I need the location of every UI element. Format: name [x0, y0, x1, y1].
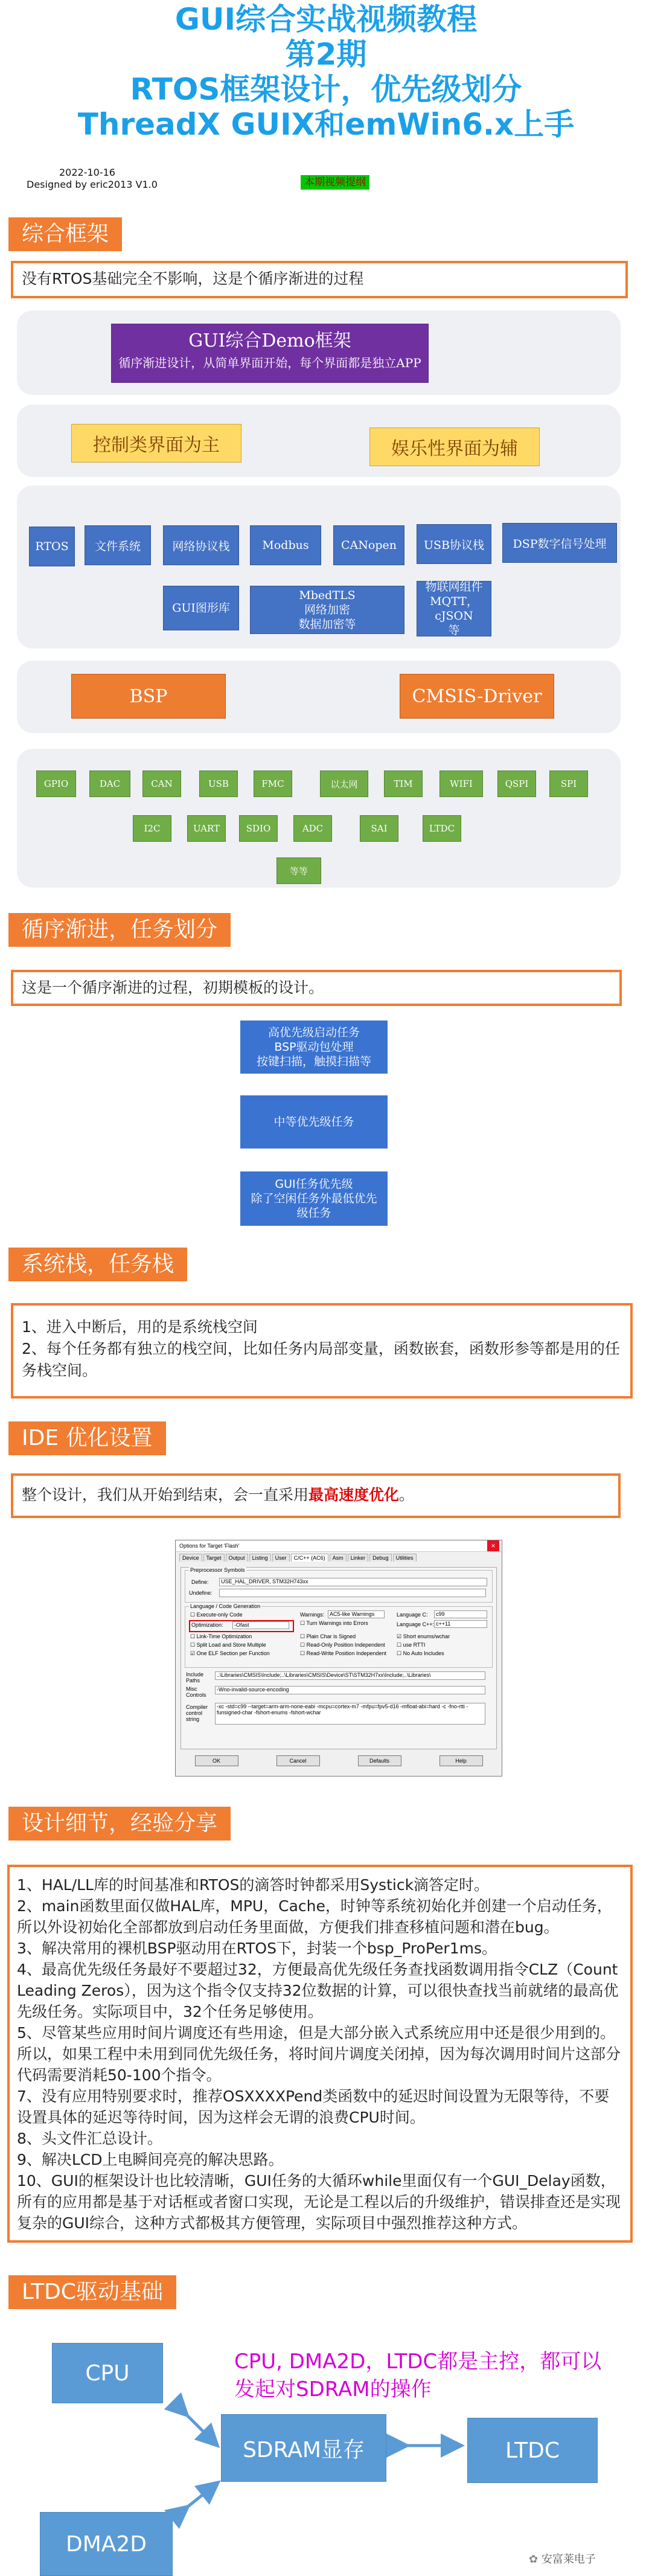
mw-iot: 物联网组件 MQTT，cJSON 等: [417, 581, 491, 636]
stack-line-1: 1、进入中断后，用的是系统栈空间: [22, 1318, 258, 1336]
misc-controls-label: Misc Controls: [186, 1686, 206, 1698]
rwpi-checkbox[interactable]: ☐ Read-Write Position Independent: [300, 1650, 386, 1656]
periph2-3: ADC: [293, 815, 332, 842]
detail-item: 5、尽管某些应用时间片调度还有些用途，但是大部分嵌入式系统应用中还是很少用到的。所以，如果工程中未用到同优先级任务，将时间片调度关闭掉，因为每次调用时间片这部分代码需要消耗50-100个指令。: [17, 2024, 621, 2084]
video-outline-link[interactable]: 本期视频提纲: [301, 175, 369, 190]
detail-item: 7、没有应用特别要求时，推荐OSXXXXPend类函数中的延迟时间设置为无限等待，不要设置具体的延迟等待时间，因为这样会无谓的浪费CPU时间。: [17, 2087, 610, 2126]
periph-5: 以太网: [320, 771, 368, 797]
dialog-tab[interactable]: Target: [203, 1554, 225, 1562]
doc-author: Designed by eric2013 V1.0: [27, 179, 158, 190]
stack-box: [11, 1303, 633, 1399]
mw-filesystem: 文件系统: [85, 525, 151, 565]
periph2-5: LTDC: [423, 815, 461, 842]
mw-rtos: RTOS: [29, 527, 75, 566]
detail-item: 1、HAL/LL库的时间基准和RTOS的滴答时钟都采用Systick滴答定时。: [17, 1876, 490, 1894]
periph-4: FMC: [254, 771, 292, 797]
section-title-ltdc: LTDC驱动基础: [8, 2275, 176, 2309]
lang-c-select[interactable]: c99: [434, 1610, 487, 1618]
ide-text-emph: 最高速度优化: [308, 1486, 400, 1504]
detail-item: 4、最高优先级任务最好不要超过32，方便最高优先级任务查找函数调用指令CLZ（Count Leading Zeros），因为这个指令仅支持32位数据的计算，可以很快查找当前就绪的最高优先级任务。实际项目中，32个任务足够使用。: [17, 1961, 619, 2020]
ui-control-box: 控制类界面为主: [71, 424, 241, 463]
exec-only-checkbox[interactable]: ☐ Execute-only Code: [190, 1612, 243, 1618]
periph-1: DAC: [89, 771, 130, 797]
title-line-2: 第2期: [285, 37, 367, 72]
preprocessor-group-label: Preprocessor Symbols: [190, 1567, 245, 1573]
warnings-label: Warnings:: [300, 1612, 325, 1618]
detail-item: 3、解决常用的裸机BSP驱动用在RTOS下，封装一个bsp_ProPer1ms。: [17, 1940, 497, 1957]
dialog-title: Options for Target 'Flash': [179, 1543, 240, 1549]
define-input[interactable]: USE_HAL_DRIVER, STM32H743xx: [219, 1578, 487, 1586]
no-auto-includes-checkbox[interactable]: ☐ No Auto Includes: [397, 1650, 444, 1656]
short-enums-checkbox[interactable]: ☑ Short enums/wchar: [397, 1633, 450, 1639]
cpu-sdram-arrow: [181, 2409, 211, 2440]
cpu-box: CPU: [52, 2343, 163, 2403]
split-ls-checkbox[interactable]: ☐ Split Load and Store Multiple: [190, 1642, 266, 1648]
dialog-tab[interactable]: Asm: [330, 1554, 347, 1562]
dialog-tab[interactable]: Output: [226, 1554, 248, 1562]
task-gui-priority: GUI任务优先级 除了空闲任务外最低优先 级任务: [240, 1171, 388, 1226]
ide-text-suffix: 。: [399, 1486, 415, 1504]
detail-item: 9、解决LCD上电瞬间亮亮的解决思路。: [17, 2151, 284, 2168]
section-title-framework: 综合框架: [8, 217, 122, 251]
ltdc-arrows: [0, 2331, 652, 2576]
wechat-icon: ✿: [529, 2553, 539, 2566]
dialog-tabs: [176, 1552, 502, 1562]
ropi-checkbox[interactable]: ☐ Read-Only Position Independent: [300, 1642, 385, 1648]
rtti-checkbox[interactable]: ☐ use RTTI: [397, 1642, 426, 1648]
framework-title: GUI综合Demo框架: [188, 330, 351, 351]
title-line-1: GUI综合实战视频教程: [174, 2, 478, 37]
periph2-0: I2C: [133, 815, 171, 842]
periph-3: USB: [199, 771, 238, 797]
periph-7: WIFI: [439, 771, 483, 797]
one-elf-checkbox[interactable]: ☑ One ELF Section per Function: [190, 1650, 270, 1656]
compiler-control-label: Compiler control string: [186, 1704, 208, 1722]
dialog-buttons: [176, 1755, 502, 1766]
language-group-label: Language / Code Generation: [190, 1603, 261, 1609]
periph-2: CAN: [142, 771, 181, 797]
periph-6: TIM: [384, 771, 423, 797]
cmsis-driver-box: CMSIS-Driver: [400, 674, 554, 719]
dialog-tab[interactable]: Utilities: [393, 1554, 417, 1562]
cancel-button[interactable]: Cancel: [276, 1755, 320, 1766]
include-paths-label: Include Paths: [186, 1671, 204, 1684]
dialog-tab[interactable]: C/C++ (AC6): [291, 1554, 328, 1562]
doc-date: 2022-10-16: [59, 167, 115, 178]
language-group: [185, 1603, 493, 1668]
details-box: [7, 1865, 633, 2243]
ui-fun-box: 娱乐性界面为辅: [369, 428, 540, 466]
mw-gui: GUI图形库: [163, 586, 239, 630]
define-label: Define:: [191, 1579, 209, 1585]
section-title-ide: IDE 优化设置: [8, 1421, 166, 1455]
watermark: [529, 2551, 596, 2566]
sdram-box: SDRAM显存: [221, 2414, 386, 2482]
mw-usb: USB协议栈: [417, 524, 491, 564]
optimization-label: Optimization:: [191, 1622, 223, 1628]
undefine-input[interactable]: [219, 1589, 486, 1597]
undefine-label: Undefine:: [189, 1590, 213, 1596]
mw-modbus: Modbus: [250, 525, 321, 565]
ide-text-prefix: 整个设计，我们从开始到结束，会一直采用: [22, 1486, 309, 1504]
warnings-select[interactable]: AC5-like Warnings: [328, 1610, 385, 1618]
mw-canopen: CANopen: [333, 525, 404, 565]
periph2-1: UART: [187, 815, 226, 842]
mw-mbedtls: MbedTLS 网络加密 数据加密等: [250, 586, 404, 634]
title-line-3: RTOS框架设计，优先级划分: [130, 72, 522, 107]
misc-controls-input[interactable]: -Wno-invalid-source-encoding: [215, 1686, 485, 1694]
periph2-4: SAI: [360, 815, 398, 842]
close-icon[interactable]: ✕: [487, 1540, 499, 1551]
stack-line-2: 2、每个任务都有独立的栈空间，比如任务内局部变量，函数嵌套，函数形参等都是用的任务栈空间。: [22, 1340, 620, 1379]
keil-options-dialog: [175, 1540, 502, 1777]
ltdc-note: CPU, DMA2D，LTDC都是主控，都可以发起对SDRAM的操作: [234, 2350, 602, 2401]
warn-errors-checkbox[interactable]: ☐ Turn Warnings into Errors: [300, 1620, 368, 1626]
dma2d-sdram-arrow: [181, 2488, 211, 2512]
lang-cpp-label: Language C++:: [397, 1621, 435, 1627]
lto-checkbox[interactable]: ☐ Link-Time Optimization: [190, 1633, 252, 1639]
periph2-2: SDIO: [239, 815, 278, 842]
title-line-4: ThreadX GUIX和emWin6.x上手: [77, 107, 575, 142]
periph-etc: 等等: [276, 857, 321, 884]
section-title-tasks: 循序渐进，任务划分: [8, 913, 231, 947]
framework-title-box: [111, 324, 429, 383]
dma2d-box: DMA2D: [40, 2512, 173, 2576]
detail-item: 2、main函数里面仅做HAL库，MPU，Cache，时钟等系统初始化并创建一个启动任务，所以外设初始化全部都放到启动任务里面做，方便我们排查移植问题和潜在bug。: [17, 1897, 612, 1936]
framework-subtitle: 循序渐进设计，从简单界面开始，每个界面都是独立APP: [118, 356, 421, 370]
dialog-tab[interactable]: Device: [179, 1554, 202, 1562]
ltdc-box: LTDC: [467, 2418, 598, 2483]
section-title-details: 设计细节，经验分享: [8, 1807, 231, 1841]
help-button[interactable]: Help: [439, 1755, 483, 1766]
framework-intro: 没有RTOS基础完全不影响，这是个循序渐进的过程: [11, 261, 628, 298]
include-paths-input[interactable]: ..\Libraries\CMSIS\Include;..\Libraries\CMSIS\Device\ST\STM32H7xx\Include;..\Libraries\: [215, 1671, 485, 1680]
plain-char-checkbox[interactable]: ☐ Plain Char is Signed: [300, 1633, 356, 1639]
ide-box: [11, 1473, 621, 1518]
dialog-body: [181, 1567, 497, 1749]
detail-item: 8、头文件汇总设计。: [17, 2130, 162, 2147]
mw-network: 网络协议栈: [163, 525, 239, 565]
lang-cpp-select[interactable]: c++11: [434, 1620, 487, 1628]
tasks-intro: 这是一个循序渐进的过程，初期模板的设计。: [11, 970, 622, 1006]
optimization-select[interactable]: -Ofast: [232, 1621, 289, 1629]
detail-item: 10、GUI的框架设计也比较清晰，GUI任务的大循环while里面仅有一个GUI_Delay函数，所有的应用都是基于对话框或者窗口实现，无论是工程以后的升级维护，错误排查还是实现复杂的GUI综合，这种方式都极其方便管理，实际项目中强烈推荐这种方式。: [17, 2172, 621, 2232]
bsp-box: BSP: [71, 674, 226, 719]
dialog-tab[interactable]: Debug: [369, 1554, 392, 1562]
watermark-text: 安富莱电子: [541, 2553, 596, 2566]
compiler-control-text: -xc -std=c99 --target=arm-arm-none-eabi -mcpu=cortex-m7 -mfpu=fpv5-d16 -mfloat-abi=hard -c -fno-rtti -funsigned-char -fshort-enums -fshort-wchar: [215, 1703, 485, 1725]
dialog-tab[interactable]: User: [272, 1554, 290, 1562]
preprocessor-group: [185, 1567, 493, 1603]
ok-button[interactable]: OK: [195, 1755, 238, 1766]
mw-dsp: DSP数字信号处理: [502, 523, 617, 563]
task-high-priority: 高优先级启动任务 BSP驱动包处理 按键扫描，触摸扫描等: [240, 1020, 388, 1074]
periph-9: SPI: [549, 771, 588, 797]
dialog-tab[interactable]: Listing: [249, 1554, 271, 1562]
defaults-button[interactable]: Defaults: [358, 1755, 401, 1766]
dialog-tab[interactable]: Linker: [348, 1554, 369, 1562]
section-title-stack: 系统栈，任务栈: [8, 1248, 187, 1281]
dialog-titlebar: [176, 1540, 502, 1552]
periph-0: GPIO: [36, 771, 76, 797]
periph-8: QSPI: [497, 771, 536, 797]
task-mid-priority: 中等优先级任务: [240, 1095, 388, 1149]
lang-c-label: Language C:: [397, 1612, 428, 1618]
